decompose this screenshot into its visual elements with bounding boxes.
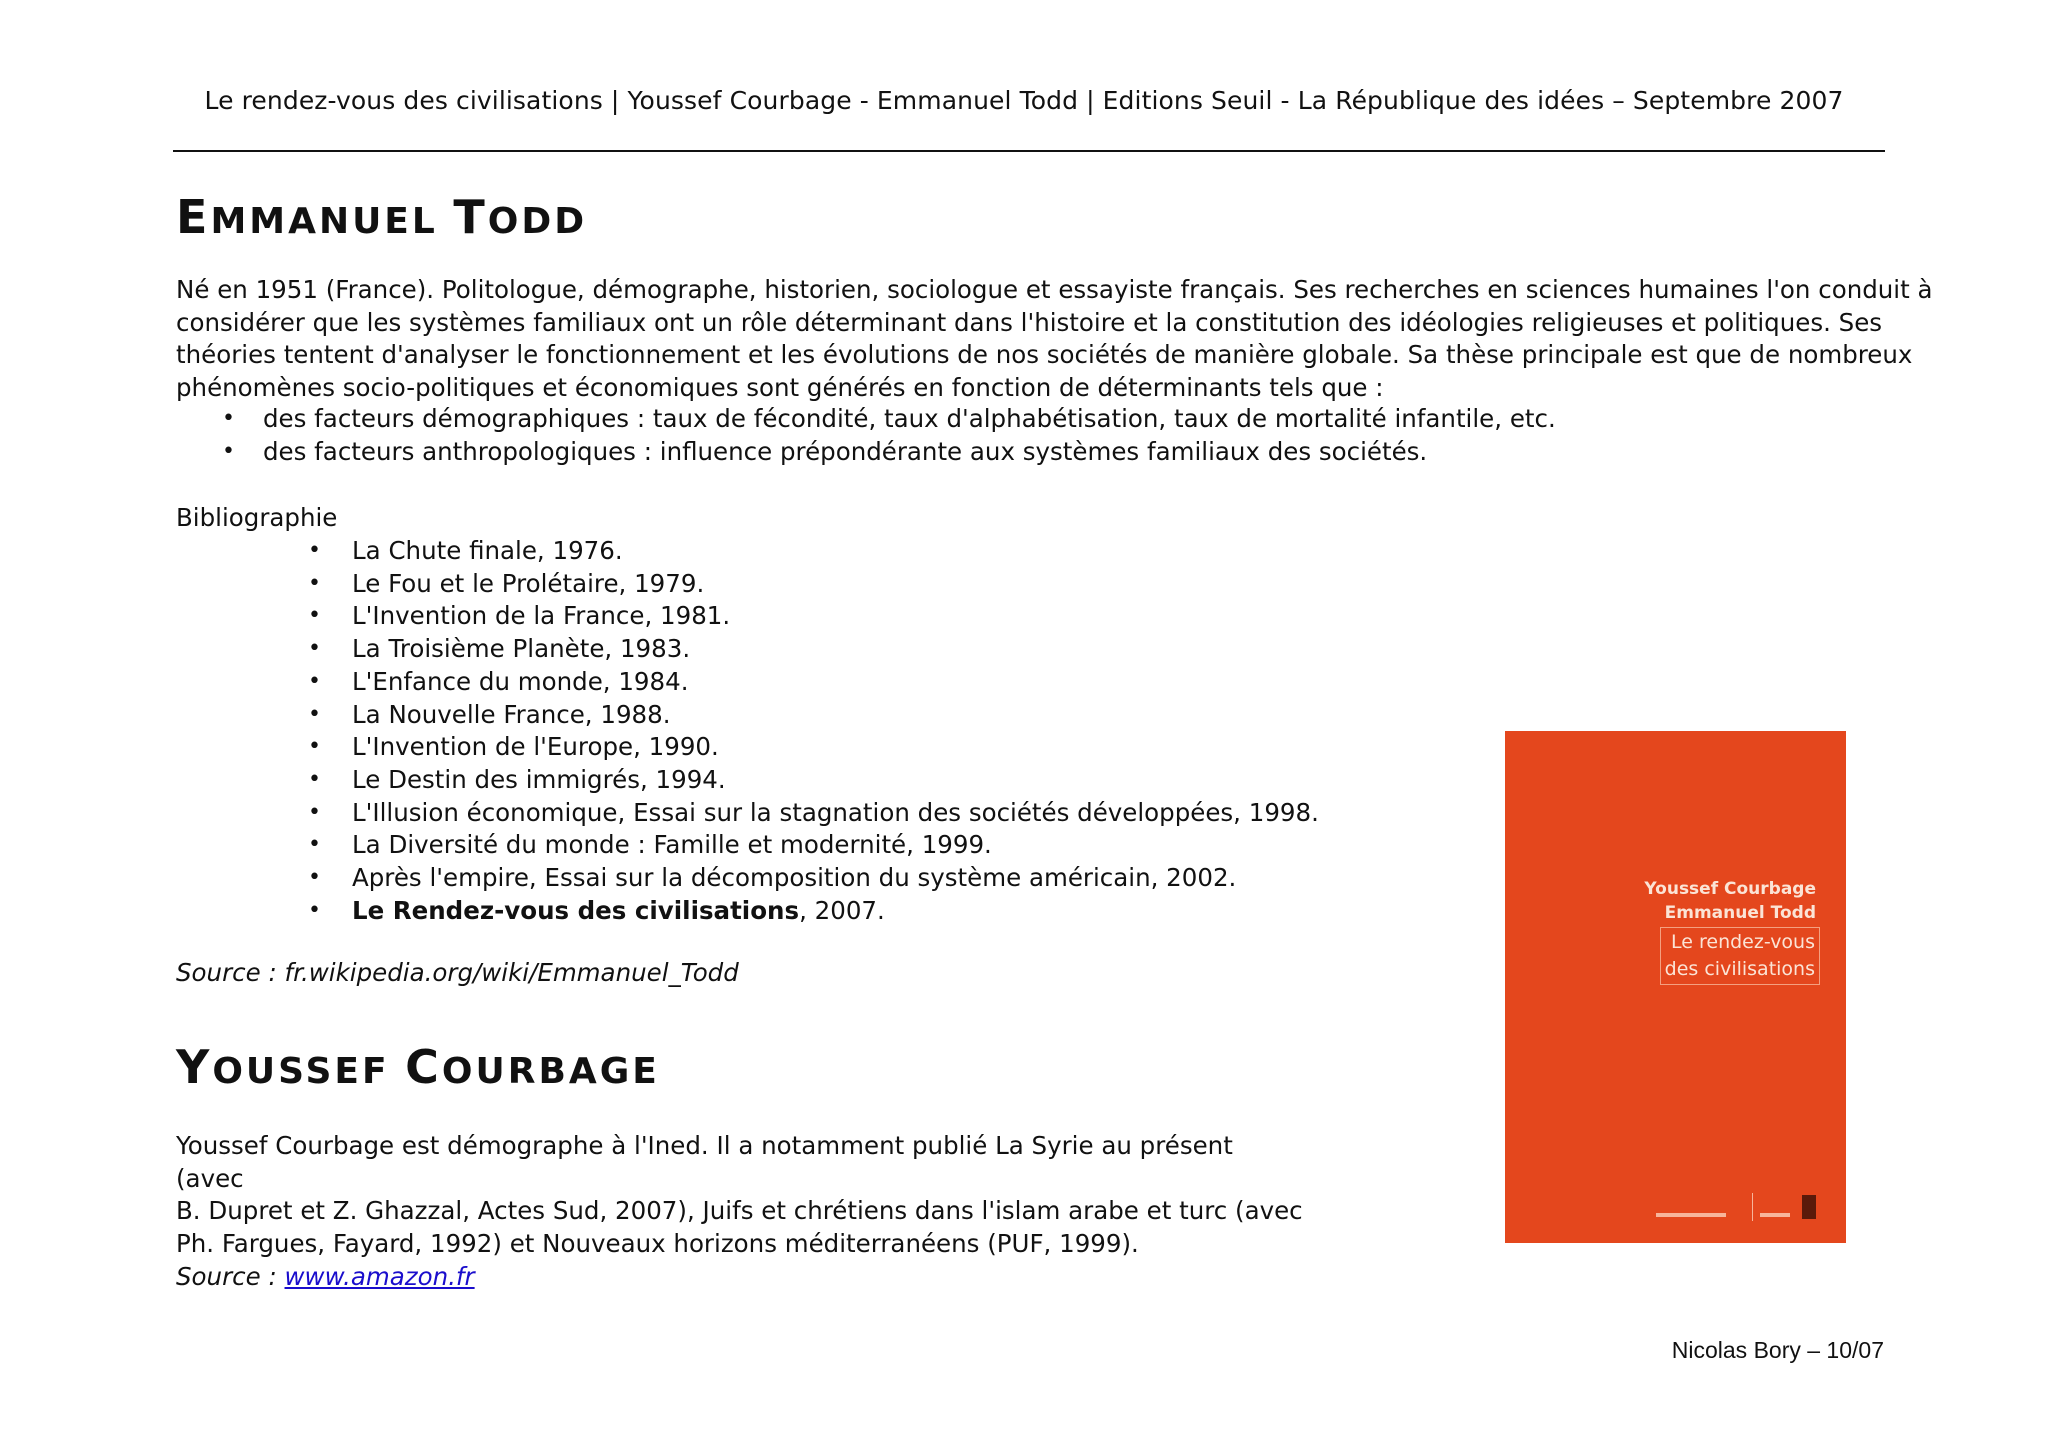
bullet-icon: • <box>308 538 321 563</box>
list-item <box>0 568 1319 601</box>
courbage-bio <box>176 1130 1306 1261</box>
bullet-icon: • <box>308 570 321 596</box>
list-item <box>0 666 1319 699</box>
book-title: L'Invention de l'Europe, 1990. <box>352 732 719 762</box>
cover-title <box>1660 927 1820 985</box>
book-title: L'Invention de la France, 1981. <box>352 601 731 631</box>
list-item <box>0 600 1319 633</box>
list-item <box>0 403 1556 436</box>
bullet-icon: • <box>308 701 321 727</box>
book-title: La Troisième Planète, 1983. <box>352 634 691 664</box>
bullet-icon: • <box>308 832 321 858</box>
todd-bio: Né en 1951 (France). Politologue, démographe, historien, sociologue et essayiste français. Ses recherches en sciences humaines l'on conduit à considérer que les systèmes familiaux ont un rôle déterminant dans l'histoire et la constitution des idéologies religieuses et politiques. Ses théories tentent d'analyser le fonctionnement et les évolutions de nos sociétés de manière globale. Sa thèse principale est que de nombreux phénomènes socio-politiques et économiques sont générés en fonction de déterminants tels que : <box>176 275 1933 403</box>
bibliography-list <box>0 535 1319 927</box>
bullet-icon: • <box>308 668 321 694</box>
courbage-heading-initial-2: C <box>405 1040 442 1094</box>
book-title-highlight: Le Rendez-vous des civilisations <box>352 895 800 925</box>
page-header: Le rendez-vous des civilisations | Youssef Courbage - Emmanuel Todd | Editions Seuil - La République des idées – Septembre 2007 <box>204 86 1844 115</box>
list-item <box>0 829 1319 862</box>
book-title: L'Illusion économique, Essai sur la stagnation des sociétés développées, 1998. <box>352 797 1319 827</box>
book-title: L'Enfance du monde, 1984. <box>352 666 689 696</box>
list-item <box>0 797 1319 830</box>
todd-heading-rest-1: MMANUEL <box>210 201 438 242</box>
todd-heading-rest-2: ODD <box>487 201 588 242</box>
publisher-logo-bar <box>1656 1213 1726 1217</box>
list-item <box>0 895 1319 928</box>
todd-heading <box>176 190 587 244</box>
courbage-heading-rest-2: OURBAGE <box>441 1051 660 1092</box>
courbage-bio-line-1: Youssef Courbage est démographe à l'Ined. Il a notamment publié La Syrie au présent (avec <box>176 1131 1233 1193</box>
todd-factors-list <box>0 403 1556 468</box>
book-title: Le Fou et le Prolétaire, 1979. <box>352 568 705 598</box>
list-item <box>0 633 1319 666</box>
book-title: La Diversité du monde : Famille et modernité, 1999. <box>352 830 992 860</box>
publisher-logo-bar <box>1760 1213 1790 1217</box>
list-item <box>0 731 1319 764</box>
bullet-icon: • <box>308 897 321 923</box>
book-year: , 2007. <box>799 895 885 925</box>
courbage-heading <box>176 1040 660 1094</box>
header-divider <box>173 150 1885 152</box>
book-title: La Nouvelle France, 1988. <box>352 699 671 729</box>
page-footer: Nicolas Bory – 10/07 <box>1671 1337 1884 1363</box>
cover-author-2: Emmanuel Todd <box>1664 903 1816 923</box>
bullet-icon: • <box>308 636 321 662</box>
seuil-logo-icon <box>1802 1195 1816 1219</box>
list-item <box>0 535 1319 568</box>
courbage-heading-rest-1: OUSSEF <box>212 1051 390 1092</box>
bullet-icon: • <box>308 603 321 629</box>
book-cover-image <box>1505 731 1846 1243</box>
book-title: Le Destin des immigrés, 1994. <box>352 764 726 794</box>
cover-author-1: Youssef Courbage <box>1644 879 1816 899</box>
bullet-icon: • <box>308 766 321 792</box>
list-item <box>0 862 1319 895</box>
courbage-source-prefix: Source : <box>176 1262 285 1291</box>
publisher-logos <box>1656 1193 1816 1221</box>
courbage-heading-initial-1: Y <box>176 1040 213 1094</box>
cover-title-line-1: Le rendez-vous <box>1671 931 1815 953</box>
factor-text: des facteurs anthropologiques : influence prépondérante aux systèmes familiaux des sociétés. <box>263 436 1428 466</box>
todd-heading-initial-1: E <box>176 190 211 244</box>
courbage-source <box>176 1262 475 1291</box>
cover-authors <box>1644 877 1816 925</box>
cover-title-line-2: des civilisations <box>1664 958 1815 980</box>
list-item <box>0 764 1319 797</box>
courbage-bio-line-2: B. Dupret et Z. Ghazzal, Actes Sud, 2007), Juifs et chrétiens dans l'islam arabe et turc (avec <box>176 1196 1303 1226</box>
bibliography-label: Bibliographie <box>176 503 338 532</box>
bullet-icon: • <box>308 865 321 891</box>
book-title: La Chute finale, 1976. <box>352 536 623 565</box>
bullet-icon: • <box>222 406 235 431</box>
publisher-logo-separator <box>1752 1193 1753 1221</box>
book-title: Après l'empire, Essai sur la décomposition du système américain, 2002. <box>352 863 1237 893</box>
amazon-link[interactable]: www.amazon.fr <box>284 1262 475 1291</box>
factor-text: des facteurs démographiques : taux de fécondité, taux d'alphabétisation, taux de mortalité infantile, etc. <box>263 404 1556 433</box>
courbage-bio-line-3: Ph. Fargues, Fayard, 1992) et Nouveaux horizons méditerranéens (PUF, 1999). <box>176 1229 1139 1259</box>
list-item <box>0 436 1556 469</box>
bullet-icon: • <box>308 734 321 760</box>
todd-source: Source : fr.wikipedia.org/wiki/Emmanuel_Todd <box>176 958 739 987</box>
bullet-icon: • <box>308 799 321 825</box>
bullet-icon: • <box>222 438 235 464</box>
list-item <box>0 699 1319 732</box>
todd-heading-initial-2: T <box>453 190 488 244</box>
